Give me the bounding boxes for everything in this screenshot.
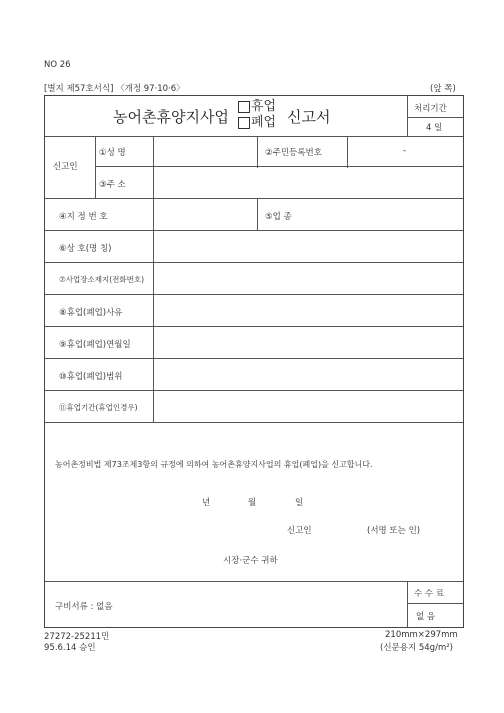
title-main: 농어촌휴양지사업 — [113, 108, 229, 126]
rrn-label: ②주민등록번호 — [265, 148, 322, 158]
name-field[interactable] — [154, 137, 256, 165]
form-reference: [별지 제57호서식] 〈개정 97·10·6〉 — [44, 84, 185, 94]
period-field[interactable] — [154, 391, 462, 421]
form-title — [113, 106, 229, 127]
paper-type: (신문용지 54g/m²) — [380, 643, 453, 653]
business-type-field[interactable] — [348, 199, 462, 229]
designation-number-field[interactable] — [154, 199, 256, 229]
paper-size: 210mm×297mm — [385, 630, 458, 640]
report-form — [44, 95, 464, 628]
title-suffix: 신고서 — [287, 108, 331, 126]
option-closure-label: 휴업 — [251, 99, 277, 114]
address-field[interactable] — [154, 167, 462, 197]
option-closure[interactable] — [238, 99, 276, 115]
date-label: ⑨휴업(폐업)연월일 — [59, 340, 131, 350]
designation-number-label: ④지 정 번 호 — [59, 212, 108, 222]
reason-field[interactable] — [154, 295, 462, 325]
title-options — [238, 99, 276, 131]
name-label: ①성 명 — [99, 148, 126, 158]
document-number: NO 26 — [44, 60, 71, 70]
trade-name-field[interactable] — [154, 231, 462, 261]
address-label: ③주 소 — [99, 180, 126, 190]
required-documents: 구비서류 : 없음 — [55, 602, 113, 612]
processing-period-label: 처리기간 — [414, 104, 447, 114]
checkbox-abolition[interactable] — [238, 117, 250, 129]
option-abolition-label: 폐업 — [251, 115, 277, 130]
statement-text: 농어촌정비법 제73조제3항의 규정에 의하여 농어촌휴양지사업의 휴업(폐업)을 신고합니다. — [55, 460, 373, 469]
scope-field[interactable] — [154, 359, 462, 389]
form-code: 27272-25211민 — [44, 632, 110, 642]
checkbox-closure[interactable] — [238, 101, 250, 113]
date-year: 년 — [202, 498, 211, 508]
date-field[interactable] — [154, 327, 462, 357]
fee-value: 없 음 — [416, 612, 436, 622]
date-month: 월 — [248, 498, 257, 508]
business-type-label: ⑤업 종 — [265, 212, 292, 222]
location-field[interactable] — [154, 263, 462, 293]
addressee: 시장·군수 귀하 — [223, 556, 278, 566]
trade-name-label: ⑥상 호(명 칭) — [59, 244, 112, 254]
signature-label[interactable]: (서명 또는 인) — [367, 526, 421, 536]
scope-label: ⑩휴업(폐업)범위 — [59, 372, 123, 382]
page-side: (앞 쪽) — [430, 84, 456, 94]
location-label: ⑦사업장소재지(전화번호) — [59, 275, 145, 284]
approval-date: 95.6.14 승인 — [44, 643, 96, 653]
fee-label: 수 수 료 — [414, 589, 445, 599]
reason-label: ⑧휴업(폐업)사유 — [59, 308, 123, 318]
reporter-label: 신고인 — [287, 526, 312, 536]
option-abolition[interactable] — [238, 115, 276, 131]
rrn-value[interactable]: - — [403, 146, 407, 156]
applicant-group-label: 신고인 — [53, 162, 78, 172]
period-label: ⑪휴업기간(휴업인경우) — [59, 403, 138, 412]
processing-period-value: 4 일 — [426, 123, 443, 133]
date-day: 일 — [295, 498, 304, 508]
